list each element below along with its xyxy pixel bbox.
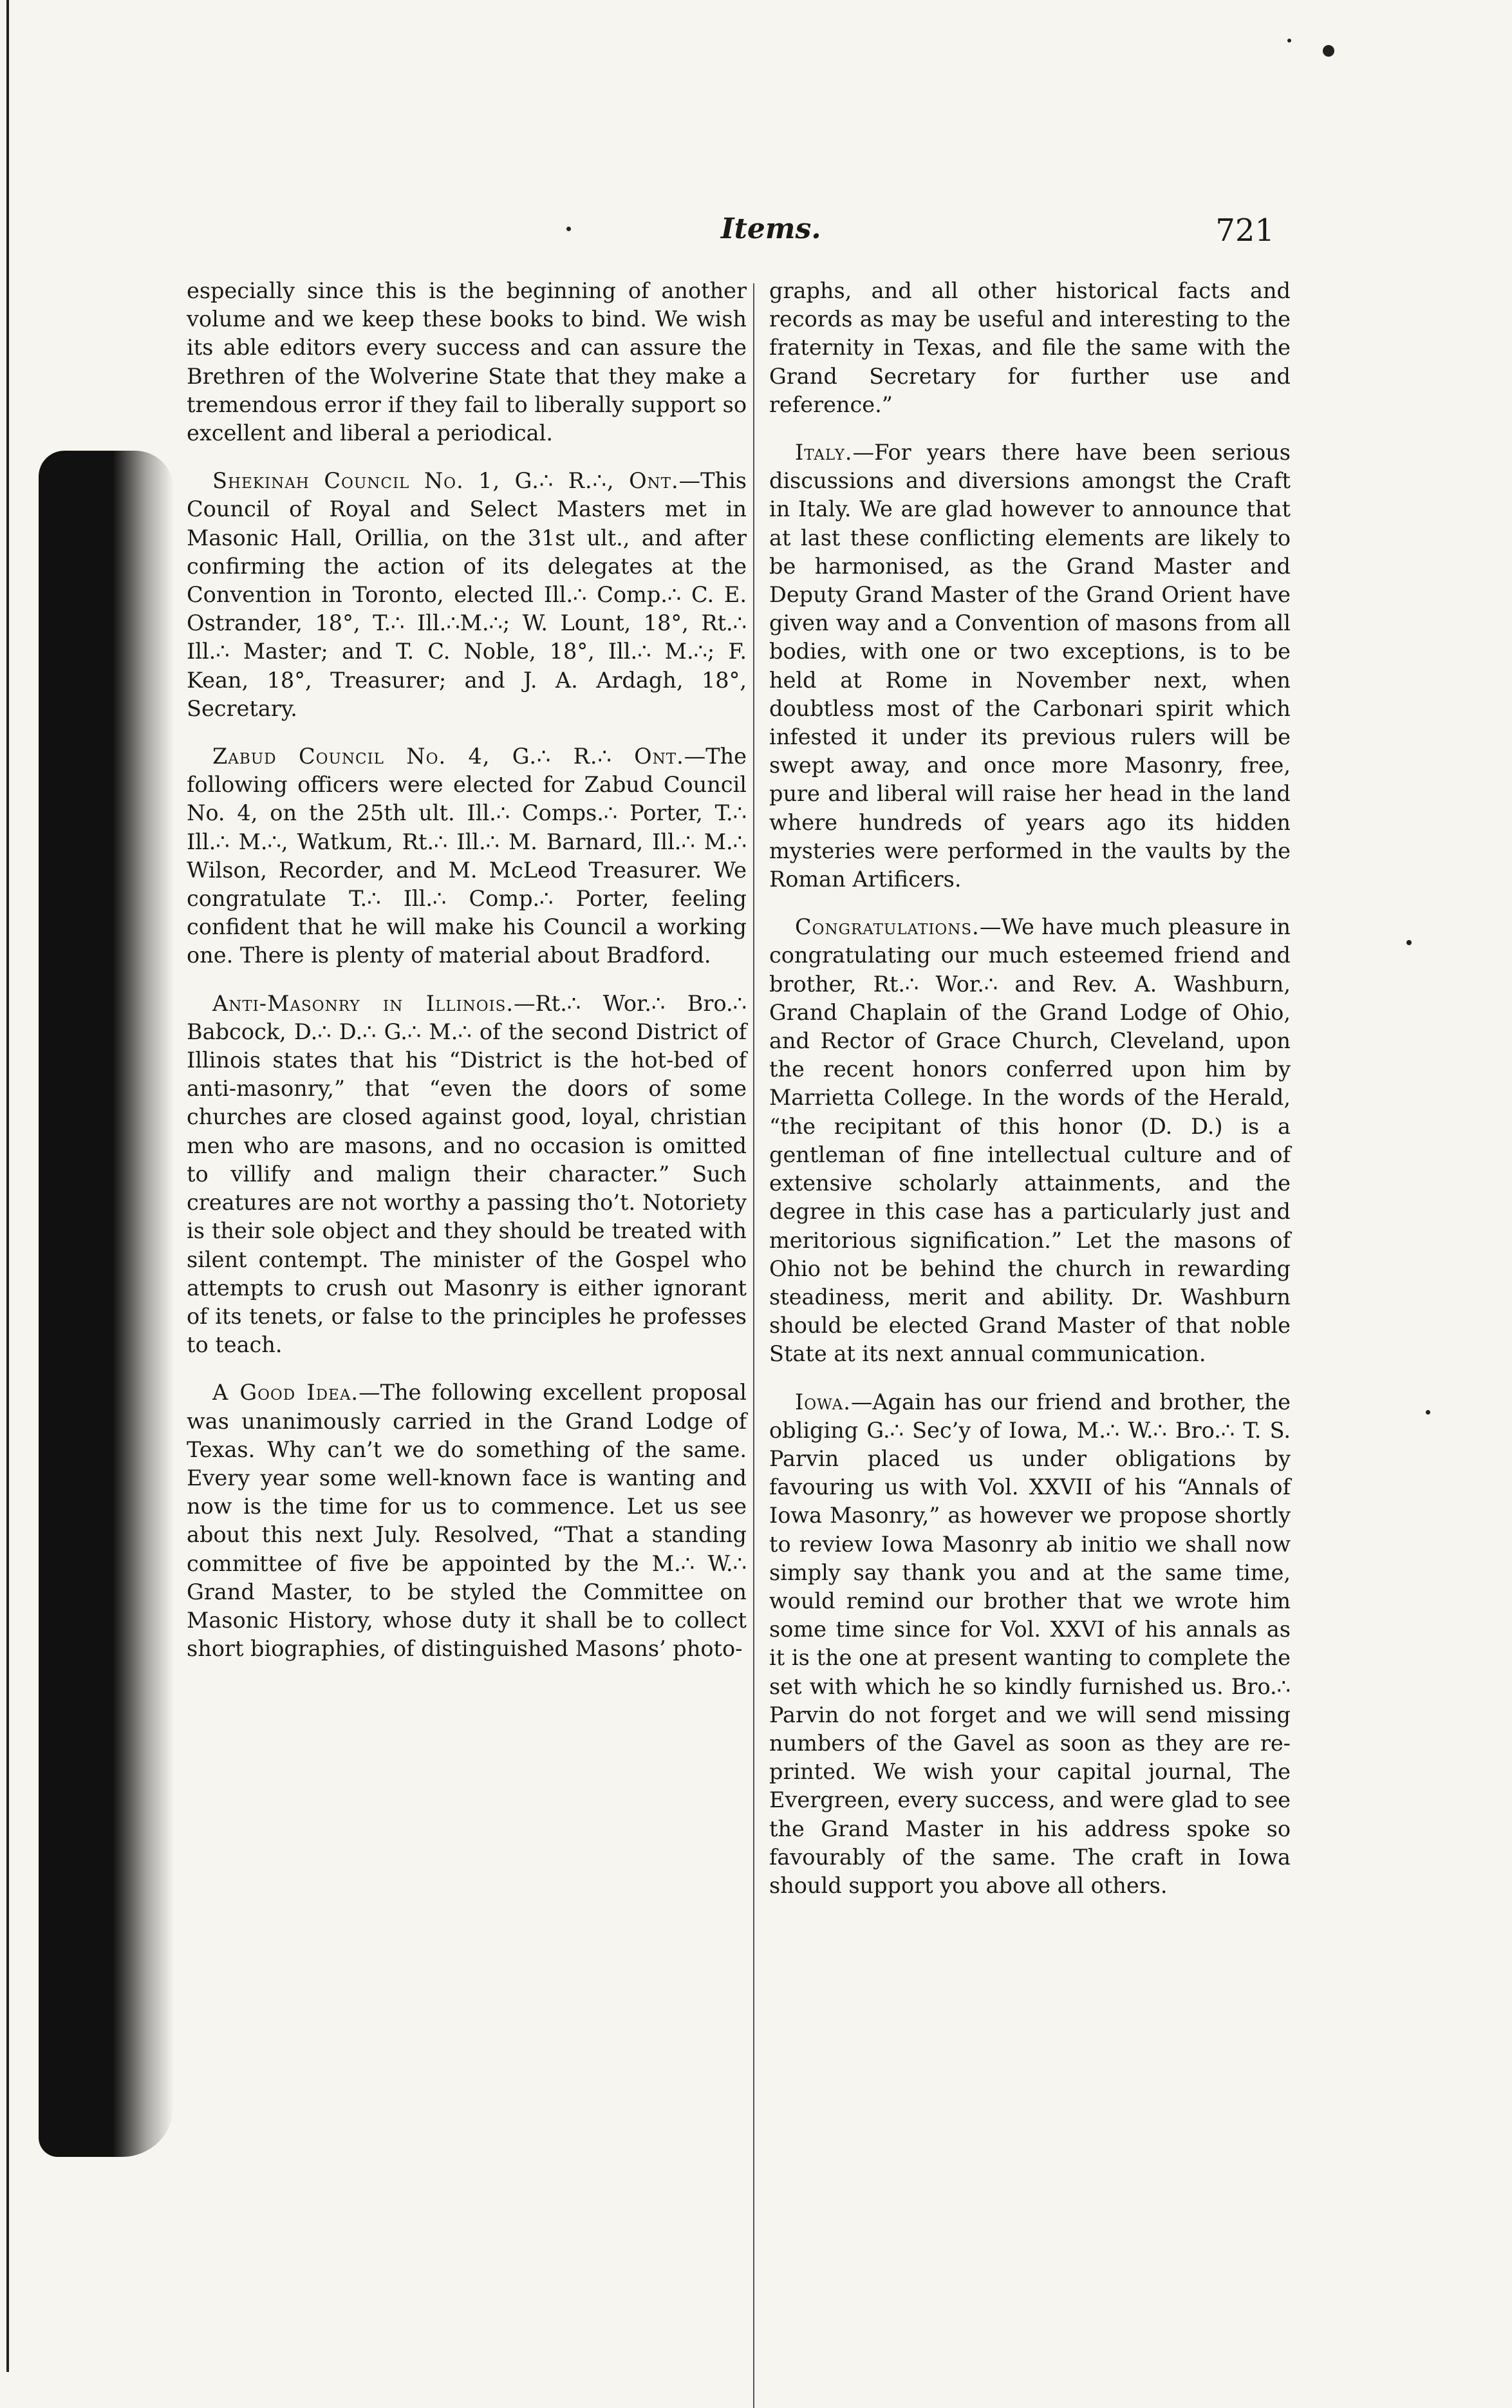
binding-shadow	[39, 451, 174, 2157]
article-text: —This Council of Royal and Select Masters met in Masonic Hall, Orillia, on the 31st ult., and after confirming the action of its delegates at the Convention in Toronto, elected Ill.∴ Comp.∴ C. E. Ostrander, 18°, T.∴ Ill.∴M.∴; W. Lount, 18°, Rt.∴ Ill.∴ Master; and T. C. Noble, 18°, Ill.∴ M.∴; F. Kean, 18°, Treasurer; and J. A. Ardagh, 18°, Secretary.	[187, 468, 747, 721]
page-edge-rule	[6, 0, 9, 2372]
article-paragraph	[187, 742, 747, 970]
article-paragraph	[769, 913, 1291, 1368]
page-header	[187, 212, 1274, 264]
article-paragraph	[187, 277, 747, 447]
ink-speck	[1323, 45, 1334, 57]
running-head: Items.	[721, 212, 821, 245]
ink-speck	[1287, 39, 1291, 42]
article-paragraph	[769, 438, 1291, 894]
article-heading: Zabud Council No. 4, G.∴ R.∴ Ont.	[212, 744, 684, 769]
article-paragraph	[769, 1388, 1291, 1901]
ink-speck	[1426, 1410, 1430, 1415]
article-text: especially since this is the beginning of another volume and we keep these books to bind. We wish its able editors every success and can assure the Brethren of the Wolverine State that they make a tremendous error if they fail to liberally support so excellent and liberal a periodical.	[187, 278, 747, 446]
article-paragraph	[187, 467, 747, 723]
article-heading: A Good Idea.	[212, 1380, 359, 1406]
article-text: —Again has our friend and brother, the obliging G.∴ Sec’y of Iowa, M.∴ W.∴ Bro.∴ T. S. Parvin placed us under obligations by favouring us with Vol. XXVII of his “Annals of Iowa Masonry,” as however we propose shortly to review Iowa Masonry ab initio we shall now simply say thank you and at the same time, would remind our brother that we wrote him some time since for Vol. XXVI of his annals as it is the one at present wanting to complete the set with which he so kindly furnished us. Bro.∴ Parvin do not forget and we will send missing numbers of the Gavel as soon as they are re-printed. We wish your capital journal, The Evergreen, every success, and were glad to see the Grand Master in his address spoke so favourably of the same. The craft in Iowa should support you above all others.	[769, 1389, 1291, 1898]
article-heading: Shekinah Council No. 1, G.∴ R.∴, Ont.	[212, 468, 679, 494]
article-text: —The following excellent proposal was unanimously carried in the Grand Lodge of Texas. Why can’t we do something of the same. Every year some well-known face is wanting and now is the time for us to commence. Let us see about this next July. Resolved, “That a standing committee of five be appointed by the M.∴ W.∴ Grand Master, to be styled the Committee on Masonic History, whose duty it shall be to collect short biographies, of distinguished Masons’ photo-	[187, 1380, 747, 1662]
right-column	[769, 277, 1291, 1919]
left-column	[187, 277, 747, 1682]
column-divider	[753, 283, 754, 2408]
article-text: —We have much pleasure in congratulating our much esteemed friend and brother, Rt.∴ Wor.∴ and Rev. A. Washburn, Grand Chaplain of the Grand Lodge of Ohio, and Rector of Grace Church, Cleveland, upon the recent honors conferred upon him by Marrietta College. In the words of the Herald, “the recipitant of this honor (D. D.) is a gentleman of fine intellectual culture and of extensive scholarly attainments, and the degree in this case has a particularly just and meritorious signification.” Let the masons of Ohio not be behind the church in rewarding steadiness, merit and ability. Dr. Washburn should be elected Grand Master of that noble State at its next annual communication.	[769, 914, 1291, 1367]
article-heading: Congratulations.	[795, 914, 980, 940]
article-text: —Rt.∴ Wor.∴ Bro.∴ Babcock, D.∴ D.∴ G.∴ M.∴ of the second District of Illinois states that his “District is the hot-bed of anti-masonry,” that “even the doors of some churches are closed against good, loyal, christian men who are masons, and no occasion is omitted to villify and malign their character.” Such creatures are not worthy a passing tho’t. Notoriety is their sole object and they should be treated with silent contempt. The minister of the Gospel who attempts to crush out Masonry is either ignorant of its tenets, or false to the principles he professes to teach.	[187, 990, 747, 1358]
ink-speck	[1406, 940, 1412, 945]
article-text: —The following officers were elected for Zabud Council No. 4, on the 25th ult. Ill.∴ Comps.∴ Porter, T.∴ Ill.∴ M.∴, Watkum, Rt.∴ Ill.∴ M. Barnard, Ill.∴ M.∴ Wilson, Recorder, and M. McLeod Treasurer. We congratulate T.∴ Ill.∴ Comp.∴ Porter, feeling confident that he will make his Council a working one. There is plenty of material about Bradford.	[187, 744, 747, 968]
article-paragraph	[187, 1378, 747, 1663]
article-heading: Iowa.	[795, 1389, 851, 1415]
article-paragraph	[187, 990, 747, 1360]
article-text: graphs, and all other historical facts and records as may be useful and interesting to the fraternity in Texas, and file the same with the Grand Secretary for further use and reference.”	[769, 278, 1291, 417]
page-number: 721	[1215, 212, 1274, 249]
article-text: —For years there have been serious discussions and diversions amongst the Craft in Italy. We are glad however to announce that at last these conflicting elements are likely to be harmonised, as the Grand Master and Deputy Grand Master of the Grand Orient have given way and a Convention of masons from all bodies, with one or two exceptions, is to be held at Rome in November next, when doubtless most of the Carbonari spirit which infested it under its previous rulers will be swept away, and once more Masonry, free, pure and liberal will raise her head in the land where hundreds of years ago its hidden mysteries were performed in the vaults by the Roman Artificers.	[769, 440, 1291, 892]
article-heading: Italy.	[795, 440, 853, 466]
article-heading: Anti-Masonry in Illinois.	[212, 990, 514, 1016]
article-paragraph	[769, 277, 1291, 419]
